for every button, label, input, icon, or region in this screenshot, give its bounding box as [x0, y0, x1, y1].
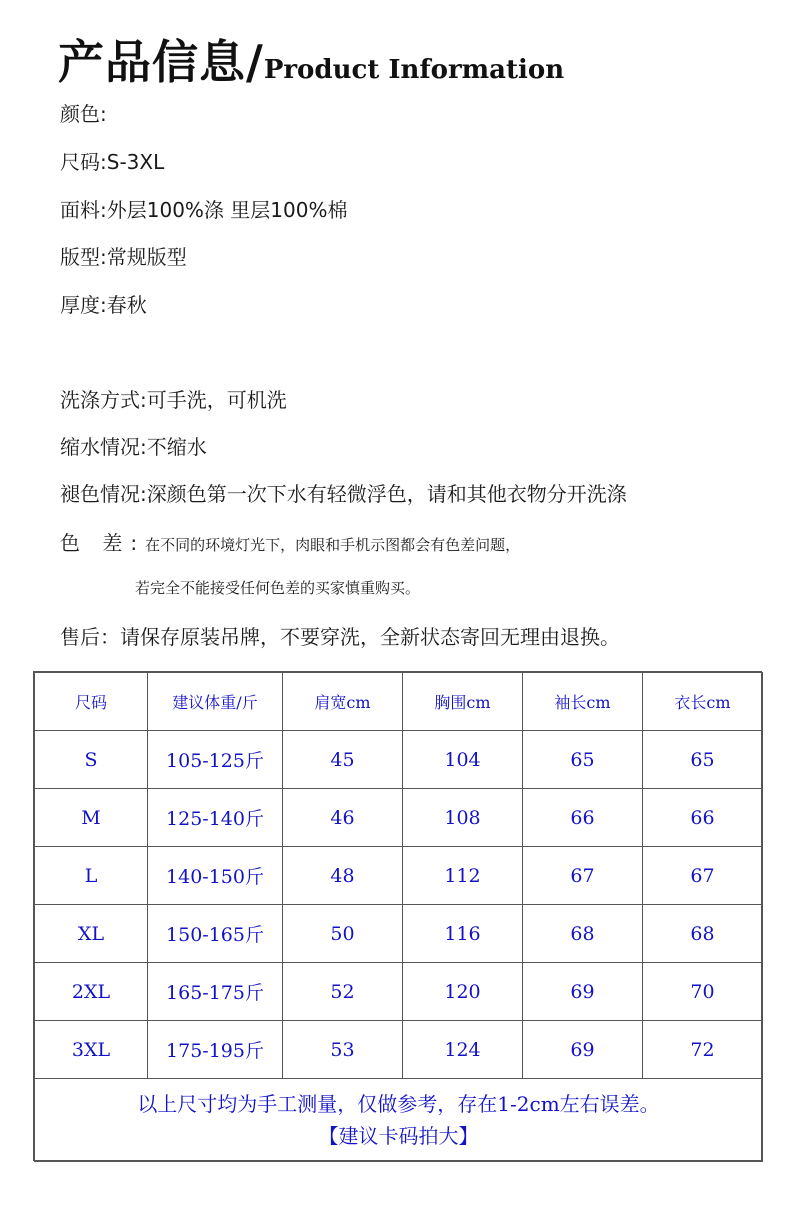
care-washing [60, 384, 287, 413]
info-value: 外层100%涤 里层100%棉 [106, 198, 348, 222]
care-label: 洗涤方式: [60, 388, 147, 412]
size-chart [33, 671, 762, 1161]
table-cell: 116 [403, 905, 523, 963]
size-cell: M [35, 789, 148, 847]
info-size [60, 146, 164, 175]
table-cell: 68 [523, 905, 643, 963]
table-cell: 65 [523, 731, 643, 789]
table-cell: 124 [403, 1021, 523, 1079]
title-en: Product Information [263, 55, 565, 85]
footer-advice: 【建议卡码拍大】 [318, 1124, 479, 1148]
table-cell: 66 [523, 789, 643, 847]
size-cell: 2XL [35, 963, 148, 1021]
care-value: 不缩水 [146, 435, 207, 459]
table-cell: 66 [643, 789, 763, 847]
table-cell: 72 [643, 1021, 763, 1079]
color-diff-label: 色 差: [60, 531, 146, 555]
care-label: 褪色情况: [60, 482, 147, 506]
table-row [35, 963, 763, 1021]
size-cell: XL [35, 905, 148, 963]
header-cell: 肩宽cm [283, 673, 403, 731]
header-cell: 胸围cm [403, 673, 523, 731]
table-row [35, 1021, 763, 1079]
table-header-row [35, 673, 763, 731]
info-label: 颜色: [60, 102, 107, 126]
table-cell: 165-175斤 [148, 963, 283, 1021]
header-cell: 建议体重/斤 [148, 673, 283, 731]
table-cell: 120 [403, 963, 523, 1021]
info-value: S-3XL [106, 150, 165, 174]
header-cell: 衣长cm [643, 673, 763, 731]
table-cell: 104 [403, 731, 523, 789]
info-value: 春秋 [106, 293, 147, 317]
table-row [35, 905, 763, 963]
table-cell: 65 [643, 731, 763, 789]
size-cell: L [35, 847, 148, 905]
info-color [60, 98, 107, 127]
table-cell: 48 [283, 847, 403, 905]
info-fit [60, 241, 187, 270]
table-cell: 50 [283, 905, 403, 963]
size-cell: 3XL [35, 1021, 148, 1079]
color-difference [60, 527, 520, 556]
table-cell: 68 [643, 905, 763, 963]
table-cell: 150-165斤 [148, 905, 283, 963]
table-cell: 69 [523, 1021, 643, 1079]
table-cell: 69 [523, 963, 643, 1021]
table-cell: 105-125斤 [148, 731, 283, 789]
table-cell: 52 [283, 963, 403, 1021]
care-value: 深颜色第一次下水有轻微浮色，请和其他衣物分开洗涤 [146, 482, 627, 506]
table-cell: 140-150斤 [148, 847, 283, 905]
care-fading [60, 478, 627, 507]
table-row [35, 789, 763, 847]
info-label: 版型: [60, 245, 107, 269]
table-cell: 46 [283, 789, 403, 847]
info-value: 常规版型 [106, 245, 187, 269]
table-cell: 53 [283, 1021, 403, 1079]
header-cell: 袖长cm [523, 673, 643, 731]
header-cell: 尺码 [35, 673, 148, 731]
footer-note: 以上尺寸均为手工测量，仅做参考，存在1-2cm左右误差。 [137, 1092, 660, 1116]
size-cell: S [35, 731, 148, 789]
info-thickness [60, 289, 147, 318]
info-label: 尺码: [60, 150, 107, 174]
size-table [34, 672, 763, 1162]
table-footer [35, 1079, 763, 1162]
table-footer-row [35, 1079, 763, 1162]
info-fabric [60, 194, 347, 223]
color-diff-line1: 在不同的环境灯光下，肉眼和手机示图都会有色差问题， [145, 536, 521, 554]
title-cn: 产品信息/ [58, 35, 264, 89]
info-label: 面料: [60, 198, 107, 222]
table-cell: 108 [403, 789, 523, 847]
care-shrinkage [60, 431, 207, 460]
table-cell: 67 [523, 847, 643, 905]
table-row [35, 731, 763, 789]
table-row [35, 847, 763, 905]
table-cell: 70 [643, 963, 763, 1021]
table-cell: 112 [403, 847, 523, 905]
table-cell: 175-195斤 [148, 1021, 283, 1079]
after-sale: 售后：请保存原装吊牌，不要穿洗，全新状态寄回无理由退换。 [60, 625, 620, 649]
care-value: 可手洗，可机洗 [146, 388, 287, 412]
color-diff-line2: 若完全不能接受任何色差的买家慎重购买。 [135, 579, 421, 597]
page-title [58, 26, 564, 92]
table-cell: 125-140斤 [148, 789, 283, 847]
table-cell: 67 [643, 847, 763, 905]
info-label: 厚度: [60, 293, 107, 317]
table-cell: 45 [283, 731, 403, 789]
care-label: 缩水情况: [60, 435, 147, 459]
